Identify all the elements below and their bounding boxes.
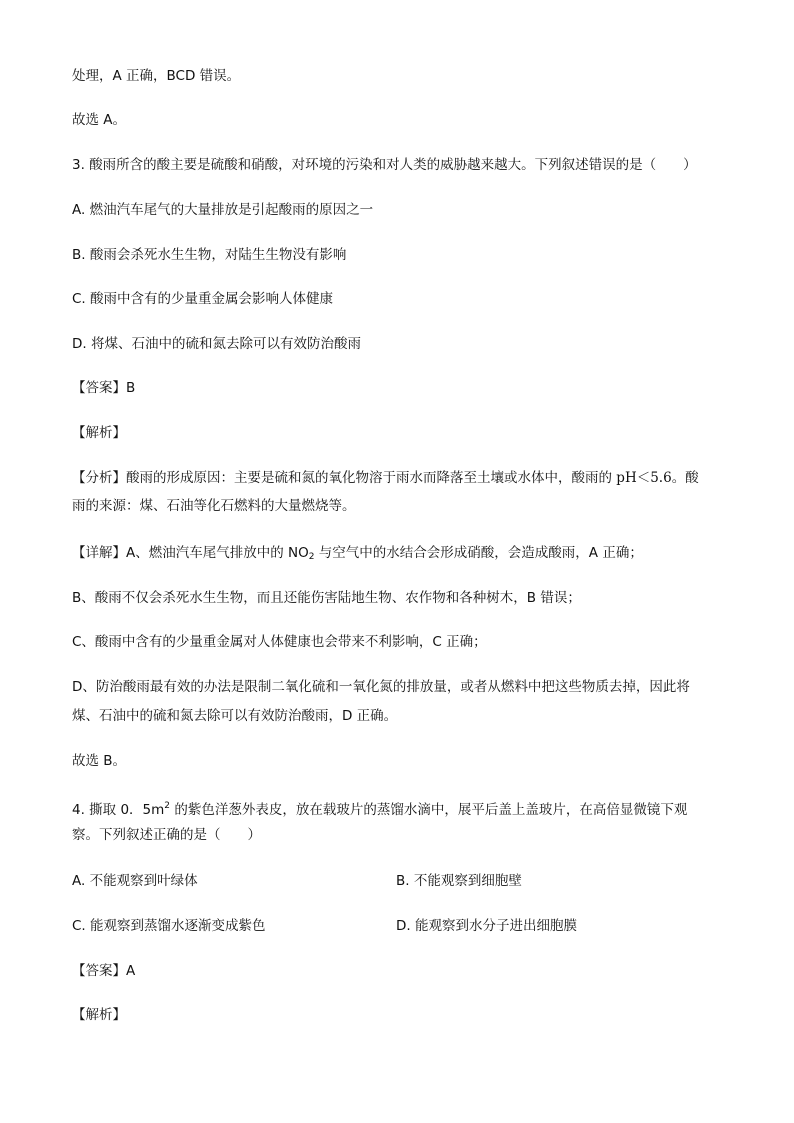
superscript: 2	[164, 801, 171, 811]
question-4-stem-1	[72, 796, 687, 820]
xiangjie-line-d1: D、防治酸雨最有效的办法是限制二氧化硫和一氧化氮的排放量，或者从燃料中把这些物质去掉，因此将	[72, 679, 690, 695]
answer-value: B	[126, 380, 136, 396]
analysis-tag: 【解析】	[72, 425, 126, 441]
answer-value: A	[126, 963, 136, 979]
xiangjie-text: A、燃油汽车尾气排放中的 NO	[126, 545, 309, 561]
xiangjie-line-c: C、酸雨中含有的少量重金属对人体健康也会带来不利影响，C 正确；	[72, 634, 487, 650]
fenxi-line-2: 雨的来源：煤、石油等化石燃料的大量燃烧等。	[72, 498, 356, 514]
xiangjie-line-a	[72, 543, 643, 567]
subscript: 2	[308, 552, 315, 562]
option-c: C. 酸雨中含有的少量重金属会影响人体健康	[72, 291, 334, 307]
ph-value: pH＜5.6	[616, 470, 672, 486]
text-line: 故选 A。	[72, 112, 127, 128]
fenxi-tag: 【分析】	[72, 470, 126, 486]
answer-tag: 【答案】	[72, 380, 126, 396]
q4-stem-cont: 的紫色洋葱外表皮，放在载玻片的蒸馏水滴中，展平后盖上盖玻片，在高倍显微镜下观	[170, 802, 688, 818]
answer-line	[72, 378, 135, 398]
text-line: 处理，A 正确，BCD 错误。	[72, 68, 241, 84]
analysis-tag: 【解析】	[72, 1007, 126, 1023]
option-a: A. 不能观察到叶绿体	[72, 873, 198, 889]
question-4-stem-2: 察。下列叙述正确的是（ ）	[72, 827, 261, 843]
option-d: D. 能观察到水分子进出细胞膜	[396, 918, 577, 934]
answer-line	[72, 961, 135, 981]
option-d: D. 将煤、石油中的硫和氮去除可以有效防治酸雨	[72, 336, 361, 352]
xiangjie-line-b: B、酸雨不仅会杀死水生生物，而且还能伤害陆地生物、农作物和各种树木，B 错误；	[72, 590, 581, 606]
fenxi-text: 酸雨的形成原因：主要是硫和氮的氧化物溶于雨水而降落至土壤或水体中，酸雨的	[126, 470, 617, 486]
option-b: B. 不能观察到细胞壁	[396, 873, 522, 889]
option-a: A. 燃油汽车尾气的大量排放是引起酸雨的原因之一	[72, 202, 374, 218]
fenxi-line-1	[72, 468, 699, 488]
xiangjie-line-d2: 煤、石油中的硫和氮去除可以有效防治酸雨，D 正确。	[72, 708, 398, 724]
answer-tag: 【答案】	[72, 963, 126, 979]
choose-line: 故选 B。	[72, 753, 127, 769]
q4-stem-start: 4. 撕取 0．5m	[72, 802, 165, 818]
xiangjie-text-cont: 与空气中的水结合会形成硝酸，会造成酸雨，A 正确；	[314, 545, 643, 561]
xiangjie-tag: 【详解】	[72, 545, 126, 561]
option-c: C. 能观察到蒸馏水逐渐变成紫色	[72, 918, 266, 934]
question-3-stem: 3. 酸雨所含的酸主要是硫酸和硝酸，对环境的污染和对人类的威胁越来越大。下列叙述错误的是（ ）	[72, 157, 697, 173]
fenxi-text-end: 。酸	[671, 470, 699, 486]
option-b: B. 酸雨会杀死水生生物，对陆生生物没有影响	[72, 247, 347, 263]
